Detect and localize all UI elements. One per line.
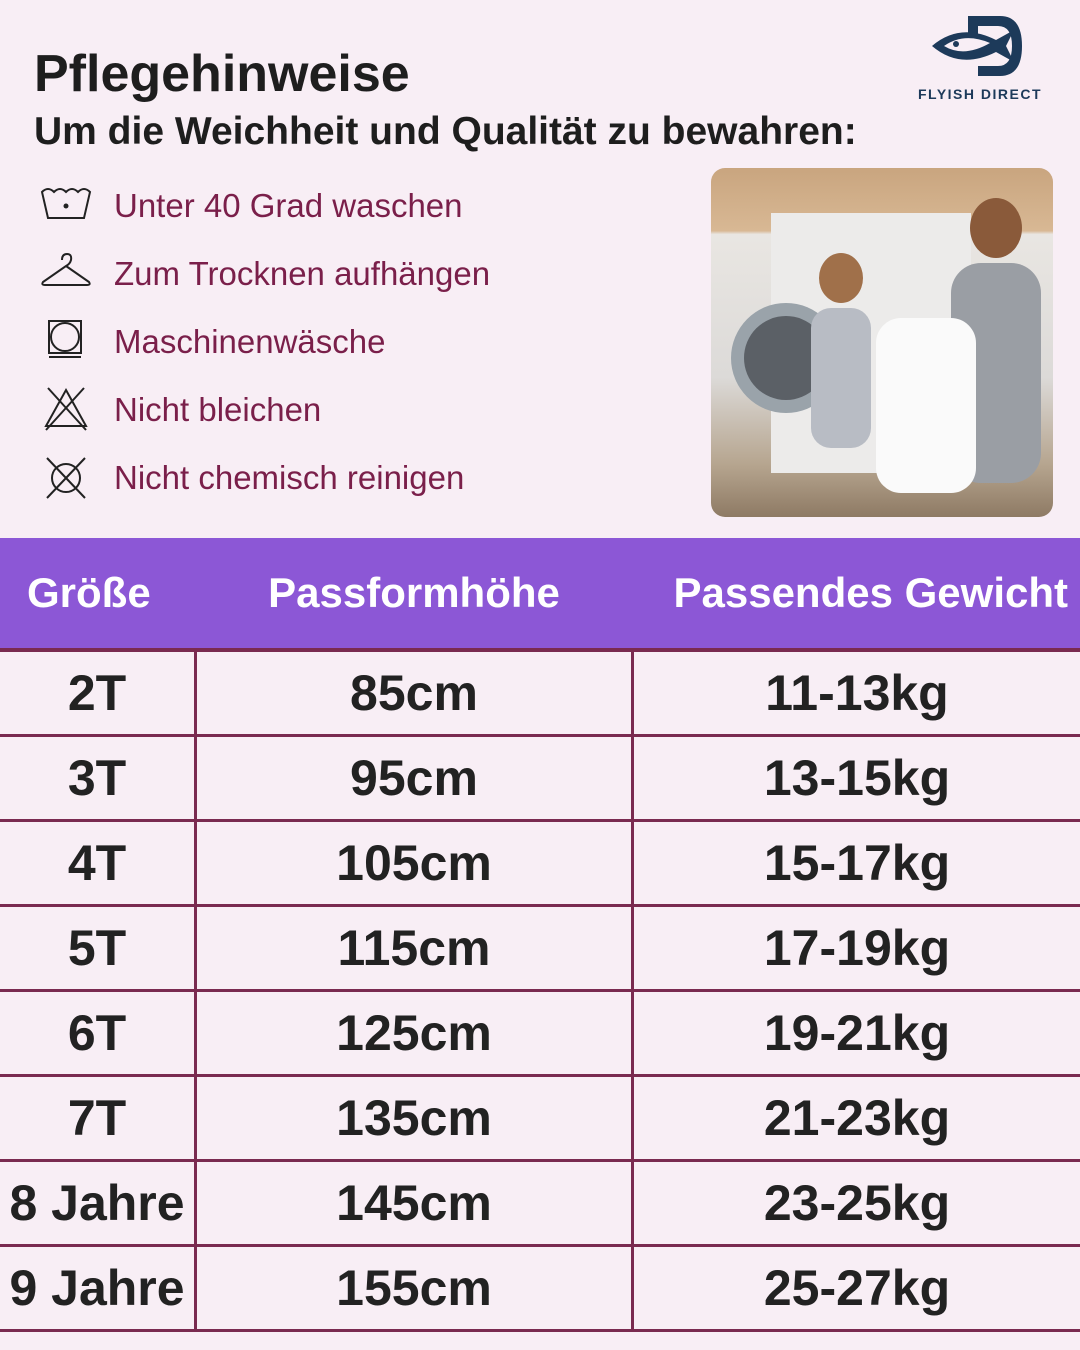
- size-cell: 3T: [0, 736, 196, 821]
- table-header-row: [0, 538, 1080, 650]
- weight-cell: 11-13kg: [633, 650, 1080, 736]
- weight-cell: 23-25kg: [633, 1161, 1080, 1246]
- weight-cell: 17-19kg: [633, 906, 1080, 991]
- table-row: [0, 650, 1080, 736]
- weight-cell: 19-21kg: [633, 991, 1080, 1076]
- size-cell: 6T: [0, 991, 196, 1076]
- care-instructions: [38, 172, 490, 512]
- table-row: [0, 1246, 1080, 1331]
- care-item: [38, 444, 490, 512]
- height-cell: 145cm: [196, 1161, 633, 1246]
- column-header-height: Passformhöhe: [196, 538, 633, 650]
- laundry-photo: [711, 168, 1053, 517]
- no-dry-clean-icon: [38, 454, 94, 502]
- column-header-weight: Passendes Gewicht: [633, 538, 1080, 650]
- weight-cell: 25-27kg: [633, 1246, 1080, 1331]
- care-label: Unter 40 Grad waschen: [114, 187, 463, 224]
- table-row: [0, 1161, 1080, 1246]
- tumble-dry-icon: [38, 318, 94, 366]
- weight-cell: 21-23kg: [633, 1076, 1080, 1161]
- care-label: Nicht chemisch reinigen: [114, 459, 465, 496]
- table-row: [0, 991, 1080, 1076]
- care-label: Nicht bleichen: [114, 391, 322, 428]
- weight-cell: 13-15kg: [633, 736, 1080, 821]
- hanger-icon: [38, 250, 94, 298]
- size-cell: 5T: [0, 906, 196, 991]
- care-item: [38, 172, 490, 240]
- page-title: Pflegehinweise: [34, 45, 410, 103]
- size-cell: 4T: [0, 821, 196, 906]
- logo-text: FLYISH DIRECT: [918, 86, 1042, 102]
- height-cell: 135cm: [196, 1076, 633, 1161]
- weight-cell: 15-17kg: [633, 821, 1080, 906]
- fish-logo-icon: [900, 10, 1060, 85]
- height-cell: 95cm: [196, 736, 633, 821]
- size-cell: 2T: [0, 650, 196, 736]
- size-table: [0, 538, 1080, 1332]
- no-bleach-icon: [38, 386, 94, 434]
- care-label: Zum Trocknen aufhängen: [114, 255, 491, 292]
- wash-40-icon: [38, 182, 94, 230]
- care-item: [38, 376, 490, 444]
- height-cell: 85cm: [196, 650, 633, 736]
- height-cell: 155cm: [196, 1246, 633, 1331]
- table-row: [0, 906, 1080, 991]
- page-subtitle: Um die Weichheit und Qualität zu bewahren:: [34, 110, 857, 153]
- height-cell: 125cm: [196, 991, 633, 1076]
- height-cell: 105cm: [196, 821, 633, 906]
- size-cell: 8 Jahre: [0, 1161, 196, 1246]
- column-header-size: Größe: [0, 538, 196, 650]
- care-item: [38, 308, 490, 376]
- table-row: [0, 821, 1080, 906]
- size-cell: 9 Jahre: [0, 1246, 196, 1331]
- care-item: [38, 240, 490, 308]
- brand-logo: [900, 10, 1060, 105]
- height-cell: 115cm: [196, 906, 633, 991]
- size-cell: 7T: [0, 1076, 196, 1161]
- table-row: [0, 736, 1080, 821]
- table-row: [0, 1076, 1080, 1161]
- care-label: Maschinenwäsche: [114, 323, 386, 360]
